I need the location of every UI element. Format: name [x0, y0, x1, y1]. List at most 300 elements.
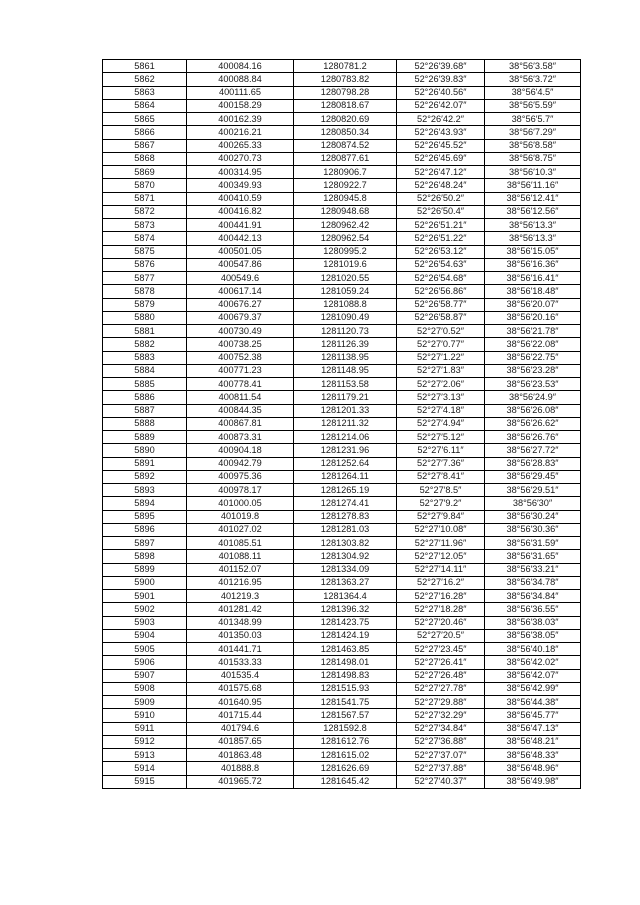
longitude-cell: 38°56′48.21″ — [485, 735, 581, 748]
point-number-cell: 5899 — [103, 563, 187, 576]
table-row — [103, 484, 581, 497]
longitude-cell: 38°56′8.58″ — [485, 139, 581, 152]
point-number-cell: 5877 — [103, 272, 187, 285]
point-number-cell: 5892 — [103, 470, 187, 483]
longitude-cell: 38°56′15.05″ — [485, 245, 581, 258]
y-coordinate-cell: 1281363.27 — [294, 576, 397, 589]
y-coordinate-cell: 1281334.09 — [294, 563, 397, 576]
y-coordinate-cell: 1281138.95 — [294, 351, 397, 364]
table-row — [103, 775, 581, 788]
longitude-cell: 38°56′40.18″ — [485, 643, 581, 656]
y-coordinate-cell: 1280962.54 — [294, 232, 397, 245]
x-coordinate-cell: 401350.03 — [187, 629, 294, 642]
longitude-cell: 38°56′27.72″ — [485, 444, 581, 457]
point-number-cell: 5885 — [103, 378, 187, 391]
point-number-cell: 5874 — [103, 232, 187, 245]
latitude-cell: 52°26′40.56″ — [397, 86, 485, 99]
longitude-cell: 38°56′8.75″ — [485, 152, 581, 165]
latitude-cell: 52°27′3.13″ — [397, 391, 485, 404]
point-number-cell: 5895 — [103, 510, 187, 523]
longitude-cell: 38°56′22.08″ — [485, 338, 581, 351]
y-coordinate-cell: 1281274.41 — [294, 497, 397, 510]
x-coordinate-cell: 401575.68 — [187, 682, 294, 695]
latitude-cell: 52°27′0.52″ — [397, 325, 485, 338]
y-coordinate-cell: 1280948.68 — [294, 205, 397, 218]
latitude-cell: 52°26′58.87″ — [397, 311, 485, 324]
table-row — [103, 576, 581, 589]
table-row — [103, 696, 581, 709]
latitude-cell: 52°26′47.12″ — [397, 166, 485, 179]
latitude-cell: 52°27′8.5″ — [397, 484, 485, 497]
latitude-cell: 52°27′20.5″ — [397, 629, 485, 642]
longitude-cell: 38°56′23.28″ — [485, 364, 581, 377]
x-coordinate-cell: 400441.91 — [187, 219, 294, 232]
longitude-cell: 38°56′11.16″ — [485, 179, 581, 192]
point-number-cell: 5881 — [103, 325, 187, 338]
x-coordinate-cell: 401533.33 — [187, 656, 294, 669]
x-coordinate-cell: 400084.16 — [187, 60, 294, 73]
table-row — [103, 523, 581, 536]
y-coordinate-cell: 1281252.64 — [294, 457, 397, 470]
y-coordinate-cell: 1281265.19 — [294, 484, 397, 497]
point-number-cell: 5905 — [103, 643, 187, 656]
latitude-cell: 52°26′53.12″ — [397, 245, 485, 258]
coordinates-table-body — [103, 60, 581, 789]
x-coordinate-cell: 400617.14 — [187, 285, 294, 298]
latitude-cell: 52°26′45.52″ — [397, 139, 485, 152]
point-number-cell: 5913 — [103, 749, 187, 762]
x-coordinate-cell: 400771.23 — [187, 364, 294, 377]
x-coordinate-cell: 401027.02 — [187, 523, 294, 536]
y-coordinate-cell: 1281214.06 — [294, 431, 397, 444]
x-coordinate-cell: 401857.65 — [187, 735, 294, 748]
y-coordinate-cell: 1281020.55 — [294, 272, 397, 285]
latitude-cell: 52°27′37.88″ — [397, 762, 485, 775]
table-row — [103, 73, 581, 86]
point-number-cell: 5876 — [103, 258, 187, 271]
latitude-cell: 52°26′56.86″ — [397, 285, 485, 298]
latitude-cell: 52°27′9.2″ — [397, 497, 485, 510]
point-number-cell: 5911 — [103, 722, 187, 735]
point-number-cell: 5869 — [103, 166, 187, 179]
longitude-cell: 38°56′28.83″ — [485, 457, 581, 470]
table-row — [103, 378, 581, 391]
coordinates-table — [102, 59, 581, 789]
longitude-cell: 38°56′13.3″ — [485, 219, 581, 232]
longitude-cell: 38°56′13.3″ — [485, 232, 581, 245]
latitude-cell: 52°26′54.63″ — [397, 258, 485, 271]
point-number-cell: 5861 — [103, 60, 187, 73]
x-coordinate-cell: 401000.05 — [187, 497, 294, 510]
point-number-cell: 5893 — [103, 484, 187, 497]
longitude-cell: 38°56′33.21″ — [485, 563, 581, 576]
y-coordinate-cell: 1280945.8 — [294, 192, 397, 205]
longitude-cell: 38°56′26.08″ — [485, 404, 581, 417]
longitude-cell: 38°56′16.36″ — [485, 258, 581, 271]
table-row — [103, 656, 581, 669]
longitude-cell: 38°56′3.72″ — [485, 73, 581, 86]
point-number-cell: 5900 — [103, 576, 187, 589]
x-coordinate-cell: 400975.36 — [187, 470, 294, 483]
latitude-cell: 52°27′7.36″ — [397, 457, 485, 470]
longitude-cell: 38°56′24.9″ — [485, 391, 581, 404]
table-row — [103, 285, 581, 298]
y-coordinate-cell: 1281515.93 — [294, 682, 397, 695]
point-number-cell: 5914 — [103, 762, 187, 775]
y-coordinate-cell: 1281424.19 — [294, 629, 397, 642]
latitude-cell: 52°27′10.08″ — [397, 523, 485, 536]
table-row — [103, 537, 581, 550]
latitude-cell: 52°27′34.84″ — [397, 722, 485, 735]
x-coordinate-cell: 400867.81 — [187, 417, 294, 430]
y-coordinate-cell: 1281179.21 — [294, 391, 397, 404]
latitude-cell: 52°27′12.05″ — [397, 550, 485, 563]
table-row — [103, 258, 581, 271]
latitude-cell: 52°27′23.45″ — [397, 643, 485, 656]
x-coordinate-cell: 400904.18 — [187, 444, 294, 457]
y-coordinate-cell: 1281541.75 — [294, 696, 397, 709]
table-row — [103, 245, 581, 258]
latitude-cell: 52°26′45.69″ — [397, 152, 485, 165]
longitude-cell: 38°56′30.24″ — [485, 510, 581, 523]
point-number-cell: 5888 — [103, 417, 187, 430]
x-coordinate-cell: 400730.49 — [187, 325, 294, 338]
longitude-cell: 38°56′47.13″ — [485, 722, 581, 735]
x-coordinate-cell: 400942.79 — [187, 457, 294, 470]
x-coordinate-cell: 400738.25 — [187, 338, 294, 351]
point-number-cell: 5912 — [103, 735, 187, 748]
y-coordinate-cell: 1280906.7 — [294, 166, 397, 179]
y-coordinate-cell: 1281211.32 — [294, 417, 397, 430]
latitude-cell: 52°26′39.83″ — [397, 73, 485, 86]
table-row — [103, 629, 581, 642]
y-coordinate-cell: 1280850.34 — [294, 126, 397, 139]
longitude-cell: 38°56′45.77″ — [485, 709, 581, 722]
point-number-cell: 5903 — [103, 616, 187, 629]
table-row — [103, 470, 581, 483]
table-row — [103, 590, 581, 603]
point-number-cell: 5904 — [103, 629, 187, 642]
y-coordinate-cell: 1280820.69 — [294, 113, 397, 126]
point-number-cell: 5886 — [103, 391, 187, 404]
table-row — [103, 457, 581, 470]
x-coordinate-cell: 400442.13 — [187, 232, 294, 245]
longitude-cell: 38°56′12.56″ — [485, 205, 581, 218]
longitude-cell: 38°56′38.03″ — [485, 616, 581, 629]
y-coordinate-cell: 1281148.95 — [294, 364, 397, 377]
longitude-cell: 38°56′26.62″ — [485, 417, 581, 430]
point-number-cell: 5889 — [103, 431, 187, 444]
longitude-cell: 38°56′22.75″ — [485, 351, 581, 364]
table-row — [103, 616, 581, 629]
x-coordinate-cell: 401441.71 — [187, 643, 294, 656]
x-coordinate-cell: 401088.11 — [187, 550, 294, 563]
y-coordinate-cell: 1280783.82 — [294, 73, 397, 86]
table-row — [103, 762, 581, 775]
table-row — [103, 166, 581, 179]
longitude-cell: 38°56′23.53″ — [485, 378, 581, 391]
latitude-cell: 52°27′14.11″ — [397, 563, 485, 576]
table-row — [103, 563, 581, 576]
table-row — [103, 417, 581, 430]
point-number-cell: 5894 — [103, 497, 187, 510]
y-coordinate-cell: 1281281.03 — [294, 523, 397, 536]
latitude-cell: 52°27′27.78″ — [397, 682, 485, 695]
point-number-cell: 5867 — [103, 139, 187, 152]
x-coordinate-cell: 401888.8 — [187, 762, 294, 775]
longitude-cell: 38°56′38.05″ — [485, 629, 581, 642]
table-row — [103, 722, 581, 735]
point-number-cell: 5864 — [103, 99, 187, 112]
table-row — [103, 444, 581, 457]
point-number-cell: 5868 — [103, 152, 187, 165]
table-row — [103, 338, 581, 351]
x-coordinate-cell: 401348.99 — [187, 616, 294, 629]
table-row — [103, 404, 581, 417]
longitude-cell: 38°56′48.33″ — [485, 749, 581, 762]
latitude-cell: 52°27′2.06″ — [397, 378, 485, 391]
x-coordinate-cell: 400676.27 — [187, 298, 294, 311]
y-coordinate-cell: 1281088.8 — [294, 298, 397, 311]
table-row — [103, 364, 581, 377]
y-coordinate-cell: 1281278.83 — [294, 510, 397, 523]
y-coordinate-cell: 1281090.49 — [294, 311, 397, 324]
longitude-cell: 38°56′7.29″ — [485, 126, 581, 139]
longitude-cell: 38°56′5.59″ — [485, 99, 581, 112]
longitude-cell: 38°56′29.51″ — [485, 484, 581, 497]
y-coordinate-cell: 1281059.24 — [294, 285, 397, 298]
latitude-cell: 52°27′16.28″ — [397, 590, 485, 603]
point-number-cell: 5884 — [103, 364, 187, 377]
y-coordinate-cell: 1280962.42 — [294, 219, 397, 232]
y-coordinate-cell: 1281019.6 — [294, 258, 397, 271]
x-coordinate-cell: 401216.95 — [187, 576, 294, 589]
x-coordinate-cell: 400844.35 — [187, 404, 294, 417]
x-coordinate-cell: 401715.44 — [187, 709, 294, 722]
x-coordinate-cell: 400501.05 — [187, 245, 294, 258]
x-coordinate-cell: 400314.95 — [187, 166, 294, 179]
longitude-cell: 38°56′5.7″ — [485, 113, 581, 126]
x-coordinate-cell: 401085.51 — [187, 537, 294, 550]
longitude-cell: 38°56′12.41″ — [485, 192, 581, 205]
point-number-cell: 5891 — [103, 457, 187, 470]
longitude-cell: 38°56′31.65″ — [485, 550, 581, 563]
latitude-cell: 52°27′11.96″ — [397, 537, 485, 550]
point-number-cell: 5915 — [103, 775, 187, 788]
latitude-cell: 52°27′37.07″ — [397, 749, 485, 762]
latitude-cell: 52°27′8.41″ — [397, 470, 485, 483]
x-coordinate-cell: 401794.6 — [187, 722, 294, 735]
longitude-cell: 38°56′42.02″ — [485, 656, 581, 669]
latitude-cell: 52°26′48.24″ — [397, 179, 485, 192]
table-row — [103, 139, 581, 152]
x-coordinate-cell: 401019.8 — [187, 510, 294, 523]
y-coordinate-cell: 1281126.39 — [294, 338, 397, 351]
table-row — [103, 60, 581, 73]
y-coordinate-cell: 1281364.4 — [294, 590, 397, 603]
longitude-cell: 38°56′21.78″ — [485, 325, 581, 338]
point-number-cell: 5863 — [103, 86, 187, 99]
x-coordinate-cell: 400978.17 — [187, 484, 294, 497]
latitude-cell: 52°27′5.12″ — [397, 431, 485, 444]
x-coordinate-cell: 400778.41 — [187, 378, 294, 391]
longitude-cell: 38°56′48.96″ — [485, 762, 581, 775]
y-coordinate-cell: 1281463.85 — [294, 643, 397, 656]
table-row — [103, 298, 581, 311]
y-coordinate-cell: 1281231.96 — [294, 444, 397, 457]
longitude-cell: 38°56′30.36″ — [485, 523, 581, 536]
longitude-cell: 38°56′16.41″ — [485, 272, 581, 285]
latitude-cell: 52°26′51.21″ — [397, 219, 485, 232]
longitude-cell: 38°56′34.84″ — [485, 590, 581, 603]
table-row — [103, 643, 581, 656]
longitude-cell: 38°56′20.07″ — [485, 298, 581, 311]
y-coordinate-cell: 1280781.2 — [294, 60, 397, 73]
table-row — [103, 603, 581, 616]
latitude-cell: 52°27′36.88″ — [397, 735, 485, 748]
table-row — [103, 669, 581, 682]
table-row — [103, 325, 581, 338]
latitude-cell: 52°27′40.37″ — [397, 775, 485, 788]
latitude-cell: 52°26′50.2″ — [397, 192, 485, 205]
longitude-cell: 38°56′34.78″ — [485, 576, 581, 589]
point-number-cell: 5878 — [103, 285, 187, 298]
longitude-cell: 38°56′26.76″ — [485, 431, 581, 444]
table-row — [103, 391, 581, 404]
latitude-cell: 52°26′58.77″ — [397, 298, 485, 311]
table-row — [103, 192, 581, 205]
x-coordinate-cell: 401863.48 — [187, 749, 294, 762]
point-number-cell: 5865 — [103, 113, 187, 126]
y-coordinate-cell: 1281567.57 — [294, 709, 397, 722]
y-coordinate-cell: 1280798.28 — [294, 86, 397, 99]
latitude-cell: 52°27′29.88″ — [397, 696, 485, 709]
x-coordinate-cell: 400416.82 — [187, 205, 294, 218]
longitude-cell: 38°56′29.45″ — [485, 470, 581, 483]
x-coordinate-cell: 400547.86 — [187, 258, 294, 271]
table-row — [103, 497, 581, 510]
x-coordinate-cell: 400158.29 — [187, 99, 294, 112]
table-row — [103, 749, 581, 762]
x-coordinate-cell: 401640.95 — [187, 696, 294, 709]
x-coordinate-cell: 400111.65 — [187, 86, 294, 99]
table-row — [103, 550, 581, 563]
longitude-cell: 38°56′4.5″ — [485, 86, 581, 99]
point-number-cell: 5910 — [103, 709, 187, 722]
table-row — [103, 152, 581, 165]
table-row — [103, 113, 581, 126]
latitude-cell: 52°27′1.83″ — [397, 364, 485, 377]
point-number-cell: 5879 — [103, 298, 187, 311]
x-coordinate-cell: 400873.31 — [187, 431, 294, 444]
point-number-cell: 5909 — [103, 696, 187, 709]
latitude-cell: 52°26′50.4″ — [397, 205, 485, 218]
point-number-cell: 5897 — [103, 537, 187, 550]
table-row — [103, 431, 581, 444]
x-coordinate-cell: 400349.93 — [187, 179, 294, 192]
point-number-cell: 5870 — [103, 179, 187, 192]
x-coordinate-cell: 400162.39 — [187, 113, 294, 126]
point-number-cell: 5880 — [103, 311, 187, 324]
y-coordinate-cell: 1281201.33 — [294, 404, 397, 417]
y-coordinate-cell: 1280818.67 — [294, 99, 397, 112]
point-number-cell: 5866 — [103, 126, 187, 139]
latitude-cell: 52°26′42.2″ — [397, 113, 485, 126]
y-coordinate-cell: 1281498.01 — [294, 656, 397, 669]
table-row — [103, 510, 581, 523]
x-coordinate-cell: 400679.37 — [187, 311, 294, 324]
y-coordinate-cell: 1281396.32 — [294, 603, 397, 616]
x-coordinate-cell: 401535.4 — [187, 669, 294, 682]
x-coordinate-cell: 401965.72 — [187, 775, 294, 788]
latitude-cell: 52°27′18.28″ — [397, 603, 485, 616]
table-row — [103, 709, 581, 722]
table-row — [103, 179, 581, 192]
latitude-cell: 52°27′32.29″ — [397, 709, 485, 722]
y-coordinate-cell: 1281615.02 — [294, 749, 397, 762]
point-number-cell: 5906 — [103, 656, 187, 669]
table-row — [103, 272, 581, 285]
table-row — [103, 311, 581, 324]
table-row — [103, 126, 581, 139]
point-number-cell: 5887 — [103, 404, 187, 417]
x-coordinate-cell: 400752.38 — [187, 351, 294, 364]
point-number-cell: 5901 — [103, 590, 187, 603]
latitude-cell: 52°27′26.48″ — [397, 669, 485, 682]
point-number-cell: 5907 — [103, 669, 187, 682]
table-row — [103, 219, 581, 232]
latitude-cell: 52°27′20.46″ — [397, 616, 485, 629]
longitude-cell: 38°56′31.59″ — [485, 537, 581, 550]
longitude-cell: 38°56′30″ — [485, 497, 581, 510]
table-row — [103, 682, 581, 695]
x-coordinate-cell: 401281.42 — [187, 603, 294, 616]
y-coordinate-cell: 1281303.82 — [294, 537, 397, 550]
point-number-cell: 5908 — [103, 682, 187, 695]
latitude-cell: 52°27′16.2″ — [397, 576, 485, 589]
point-number-cell: 5898 — [103, 550, 187, 563]
latitude-cell: 52°27′4.94″ — [397, 417, 485, 430]
x-coordinate-cell: 400088.84 — [187, 73, 294, 86]
table-row — [103, 735, 581, 748]
x-coordinate-cell: 400265.33 — [187, 139, 294, 152]
y-coordinate-cell: 1281592.8 — [294, 722, 397, 735]
latitude-cell: 52°26′51.22″ — [397, 232, 485, 245]
x-coordinate-cell: 401219.3 — [187, 590, 294, 603]
y-coordinate-cell: 1281626.69 — [294, 762, 397, 775]
point-number-cell: 5902 — [103, 603, 187, 616]
y-coordinate-cell: 1280922.7 — [294, 179, 397, 192]
x-coordinate-cell: 400549.6 — [187, 272, 294, 285]
point-number-cell: 5890 — [103, 444, 187, 457]
point-number-cell: 5896 — [103, 523, 187, 536]
y-coordinate-cell: 1281645.42 — [294, 775, 397, 788]
point-number-cell: 5882 — [103, 338, 187, 351]
longitude-cell: 38°56′42.07″ — [485, 669, 581, 682]
point-number-cell: 5871 — [103, 192, 187, 205]
point-number-cell: 5862 — [103, 73, 187, 86]
y-coordinate-cell: 1281153.58 — [294, 378, 397, 391]
latitude-cell: 52°27′0.77″ — [397, 338, 485, 351]
longitude-cell: 38°56′36.55″ — [485, 603, 581, 616]
latitude-cell: 52°26′54.68″ — [397, 272, 485, 285]
y-coordinate-cell: 1281304.92 — [294, 550, 397, 563]
point-number-cell: 5872 — [103, 205, 187, 218]
y-coordinate-cell: 1280995.2 — [294, 245, 397, 258]
longitude-cell: 38°56′10.3″ — [485, 166, 581, 179]
y-coordinate-cell: 1280874.52 — [294, 139, 397, 152]
y-coordinate-cell: 1281498.83 — [294, 669, 397, 682]
